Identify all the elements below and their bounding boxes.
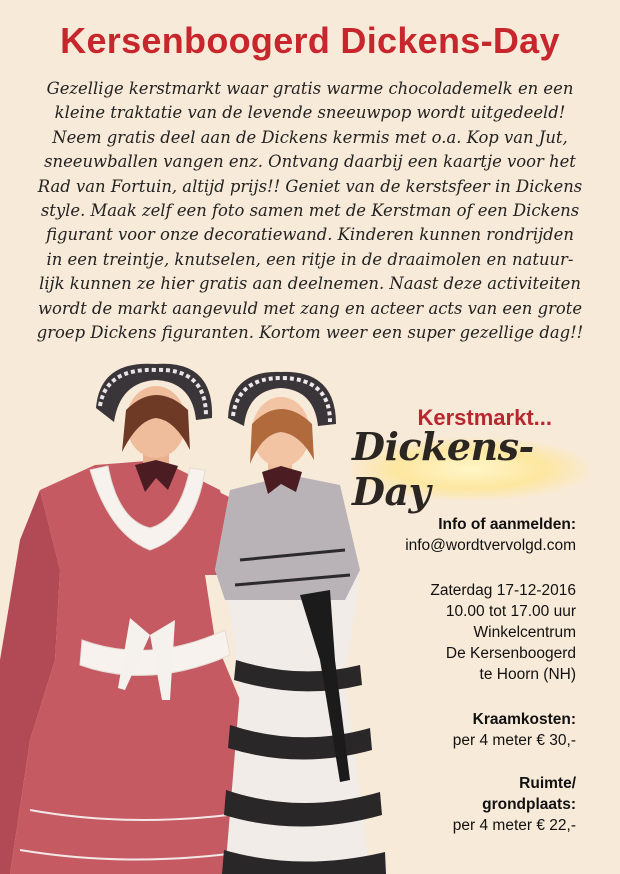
page-title: Kersenboogerd Dickens-Day <box>60 20 560 61</box>
grondplaats-price: per 4 meter € 22,- <box>452 817 576 834</box>
dickens-day-logo-text: Dickens-Day <box>352 424 534 514</box>
intro-line: Neem gratis deel aan de Dickens kermis met o.a. Kop van Jut, <box>52 127 568 147</box>
intro-line: style. Maak zelf een foto samen met de Kerstman of een Dickens <box>40 201 580 221</box>
intro-line: wordt de markt aangevuld met zang en acteer acts van een grote <box>37 298 583 318</box>
kerstmarkt-label: Kerstmarkt... <box>417 405 552 430</box>
dickens-day-logo <box>352 424 588 514</box>
intro-line: kleine traktatie van de levende sneeuwpop wordt uitgedeeld! <box>54 103 566 123</box>
kraamkosten-price: per 4 meter € 30,- <box>452 732 576 749</box>
event-time: 10.00 tot 17.00 uur <box>445 603 576 620</box>
venue-line: Winkelcentrum <box>473 624 576 641</box>
intro-line: sneeuwballen vangen enz. Ontvang daarbij een kaartje voor het <box>44 152 576 172</box>
intro-line: groep Dickens figuranten. Kortom weer een super gezellige dag!! <box>36 323 584 343</box>
intro-line: lijk kunnen ze hier gratis aan deelnemen. Naast deze activiteiten <box>39 274 581 294</box>
intro-line: Rad van Fortuin, altijd prijs!! Geniet van de kerstsfeer in Dickens <box>37 176 583 196</box>
ruimte-heading: Ruimte/ <box>519 775 576 792</box>
venue-line: De Kersenboogerd <box>445 645 576 662</box>
date-venue-block <box>430 580 576 685</box>
email-address: info@wordtvervolgd.com <box>405 537 576 554</box>
grondplaats-heading: grondplaats: <box>482 796 576 813</box>
intro-line: figurant voor onze decoratiewand. Kinderen kunnen rondrijden <box>46 225 574 245</box>
info-heading: Info of aanmelden: <box>438 516 576 533</box>
intro-line: in een treintje, knutselen, een ritje in de draaimolen en natuur- <box>46 249 574 269</box>
info-block <box>405 514 576 556</box>
kraamkosten-heading: Kraamkosten: <box>472 711 576 728</box>
grondplaats-block <box>453 773 576 836</box>
kraamkosten-block <box>453 709 576 751</box>
intro-text <box>22 77 598 345</box>
event-date: Zaterdag 17-12-2016 <box>430 582 576 599</box>
venue-line: te Hoorn (NH) <box>479 666 576 683</box>
intro-line: Gezellige kerstmarkt waar gratis warme chocolademelk en een <box>46 79 574 98</box>
